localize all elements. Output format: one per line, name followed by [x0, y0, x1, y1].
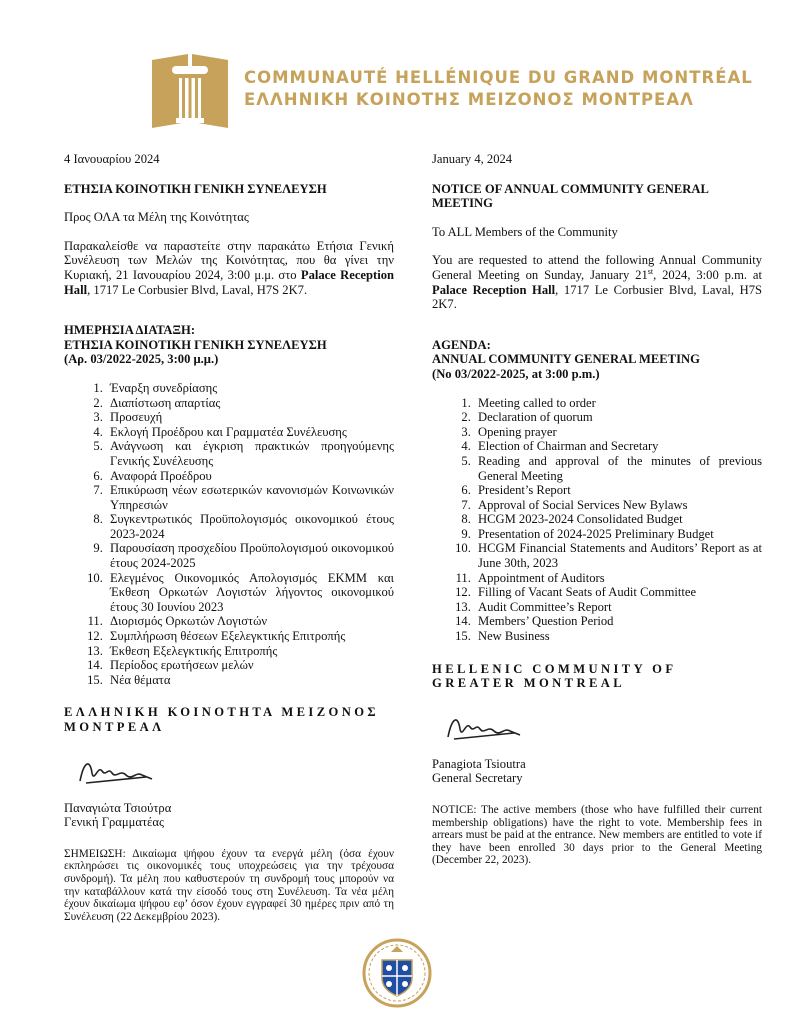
- list-item: 13. Audit Committee’s Report: [474, 600, 762, 615]
- list-item: 4. Εκλογή Προέδρου και Γραμματέα Συνέλευσης: [106, 425, 394, 440]
- english-signatory-name: Panagiota Tsioutra: [432, 756, 526, 771]
- community-seal-icon: [362, 938, 432, 1008]
- list-item: 11. Appointment of Auditors: [474, 571, 762, 586]
- english-agenda-header: AGENDA: ANNUAL COMMUNITY GENERAL MEETING (No 03/2022-2025, at 3:00 p.m.): [432, 337, 700, 381]
- column-book-logo-icon: [150, 52, 230, 132]
- list-item: 3. Opening prayer: [474, 425, 762, 440]
- list-item: 12. Συμπλήρωση θέσεων Εξελεγκτικής Επιτροπής: [106, 629, 394, 644]
- list-item: 12. Filling of Vacant Seats of Audit Committee: [474, 585, 762, 600]
- list-item: 9. Presentation of 2024-2025 Preliminary Budget: [474, 527, 762, 542]
- greek-addressee: Προς ΟΛΑ τα Μέλη της Κοινότητας: [64, 210, 249, 225]
- greek-venue: Palace Reception Hall: [64, 267, 395, 297]
- list-item: 6. President’s Report: [474, 483, 762, 498]
- greek-org-name: ΕΛΛΗΝΙΚΗ ΚΟΙΝΟΤΗΤΑ ΜΕΙΖΟΝΟΣ ΜΟΝΤΡΕΑΛ: [64, 705, 380, 734]
- signature-icon: [444, 709, 524, 749]
- english-column: [432, 152, 762, 867]
- greek-title: ΕΤΗΣΙΑ ΚΟΙΝΟΤΙΚΗ ΓΕΝΙΚΗ ΣΥΝΕΛΕΥΣΗ: [64, 181, 327, 196]
- greek-date: 4 Ιανουαρίου 2024: [64, 152, 160, 166]
- greek-agenda-list: [64, 381, 394, 687]
- list-item: 8. HCGM 2023-2024 Consolidated Budget: [474, 512, 762, 527]
- list-item: 1. Meeting called to order: [474, 396, 762, 411]
- list-item: 7. Επικύρωση νέων εσωτερικών κανονισμών Κοινωνικών Υπηρεσιών: [106, 483, 394, 512]
- org-name-greek: ΕΛΛΗΝΙΚΗ ΚΟΙΝΟΤΗΣ ΜΕΙΖΟΝΟΣ ΜΟΝΤΡΕΑΛ: [244, 90, 694, 109]
- list-item: 6. Αναφορά Προέδρου: [106, 469, 394, 484]
- list-item: 5. Reading and approval of the minutes of previous General Meeting: [474, 454, 762, 483]
- list-item: 4. Election of Chairman and Secretary: [474, 439, 762, 454]
- list-item: 2. Declaration of quorum: [474, 410, 762, 425]
- list-item: 3. Προσευχή: [106, 410, 394, 425]
- list-item: 7. Approval of Social Services New Bylaws: [474, 498, 762, 513]
- list-item: 14. Members’ Question Period: [474, 614, 762, 629]
- org-name-french: COMMUNAUTÉ HELLÉNIQUE DU GRAND MONTRÉAL: [244, 68, 753, 87]
- list-item: 9. Παρουσίαση προσχεδίου Προϋπολογισμού οικονομικού έτους 2024-2025: [106, 541, 394, 570]
- english-title: NOTICE OF ANNUAL COMMUNITY GENERAL MEETING: [432, 181, 709, 211]
- list-item: 15. Νέα θέματα: [106, 673, 394, 688]
- letterhead: [150, 52, 753, 132]
- greek-notice: ΣΗΜΕΙΩΣΗ: Δικαίωμα ψήφου έχουν τα ενεργά μέλη (όσα έχουν εκπληρώσει τις οικονομικές τους υποχρεώσεις για την τρέχουσα συνδρομή). Τα μέλη που καθυστερούν τη συνδρομή τους μπορούν να την καταβάλλουν κατά την είσοδό τους στη Συνέλευση. Τα νέα μέλη έχουν δικαίωμα ψήφου εφ’ όσον έχουν εγγραφεί 30 ημέρες πριν από τη Συνέλευση (22 Δεκεμβρίου 2023).: [64, 847, 394, 923]
- english-addressee: To ALL Members of the Community: [432, 224, 618, 239]
- english-notice: NOTICE: The active members (those who have fulfilled their current membership obligations) have the right to vote. Membership fees in arrears must be paid at the entrance. New members are entitled to vote if they have been enrolled 30 days prior to the General Meeting (December 22, 2023).: [432, 804, 762, 867]
- signature-icon: [76, 753, 156, 793]
- list-item: 10. Ελεγμένος Οικονομικός Απολογισμός ΕΚΜΜ και Έκθεση Ορκωτών Λογιστών λήγοντος οικονομικού έτους 30 Ιουνίου 2023: [106, 571, 394, 615]
- list-item: 11. Διορισμός Ορκωτών Λογιστών: [106, 614, 394, 629]
- list-item: 15. New Business: [474, 629, 762, 644]
- list-item: 2. Διαπίστωση απαρτίας: [106, 396, 394, 411]
- list-item: 14. Περίοδος ερωτήσεων μελών: [106, 658, 394, 673]
- english-date: January 4, 2024: [432, 152, 513, 166]
- greek-agenda-header: ΗΜΕΡΗΣΙΑ ΔΙΑΤΑΞΗ: ΕΤΗΣΙΑ ΚΟΙΝΟΤΙΚΗ ΓΕΝΙΚΗ ΣΥΝΕΛΕΥΣΗ (Αρ. 03/2022-2025, 3:00 μ.μ.): [64, 323, 327, 367]
- english-agenda-list: [432, 396, 762, 644]
- list-item: 13. Έκθεση Εξελεγκτικής Επιτροπής: [106, 644, 394, 659]
- english-org-name: HELLENIC COMMUNITY OF GREATER MONTREAL: [432, 661, 676, 691]
- greek-signatory-name: Παναγιώτα Τσιούτρα: [64, 800, 172, 815]
- list-item: 10. HCGM Financial Statements and Auditors’ Report as at June 30th, 2023: [474, 541, 762, 570]
- english-invitation: You are requested to attend the following Annual Community General Meeting on Sunday, January 21st, 2024, 3:00 p.m. at Palace Reception Hall, 1717 Le Corbusier Blvd, Laval, H7S 2K7.: [432, 253, 763, 312]
- english-signatory-title: General Secretary: [432, 771, 523, 786]
- greek-invitation: Παρακαλείσθε να παραστείτε στην παρακάτω Ετήσια Γενική Συνέλευση των Μελών της Κοινότητας, που θα γίνει την Κυριακή, 21 Ιανουαρίου 2024, 3:00 μ.μ. στο Palace Reception Hall, 1717 Le Corbusier Blvd, Laval, H7S 2K7.: [64, 238, 395, 297]
- greek-column: [64, 152, 394, 923]
- list-item: 8. Συγκεντρωτικός Προϋπολογισμός οικονομικού έτους 2023-2024: [106, 512, 394, 541]
- list-item: 1. Έναρξη συνεδρίασης: [106, 381, 394, 396]
- english-venue: Palace Reception Hall: [432, 282, 556, 297]
- list-item: 5. Ανάγνωση και έγκριση πρακτικών προηγούμενης Γενικής Συνέλευσης: [106, 439, 394, 468]
- greek-signatory-title: Γενική Γραμματέας: [64, 815, 164, 830]
